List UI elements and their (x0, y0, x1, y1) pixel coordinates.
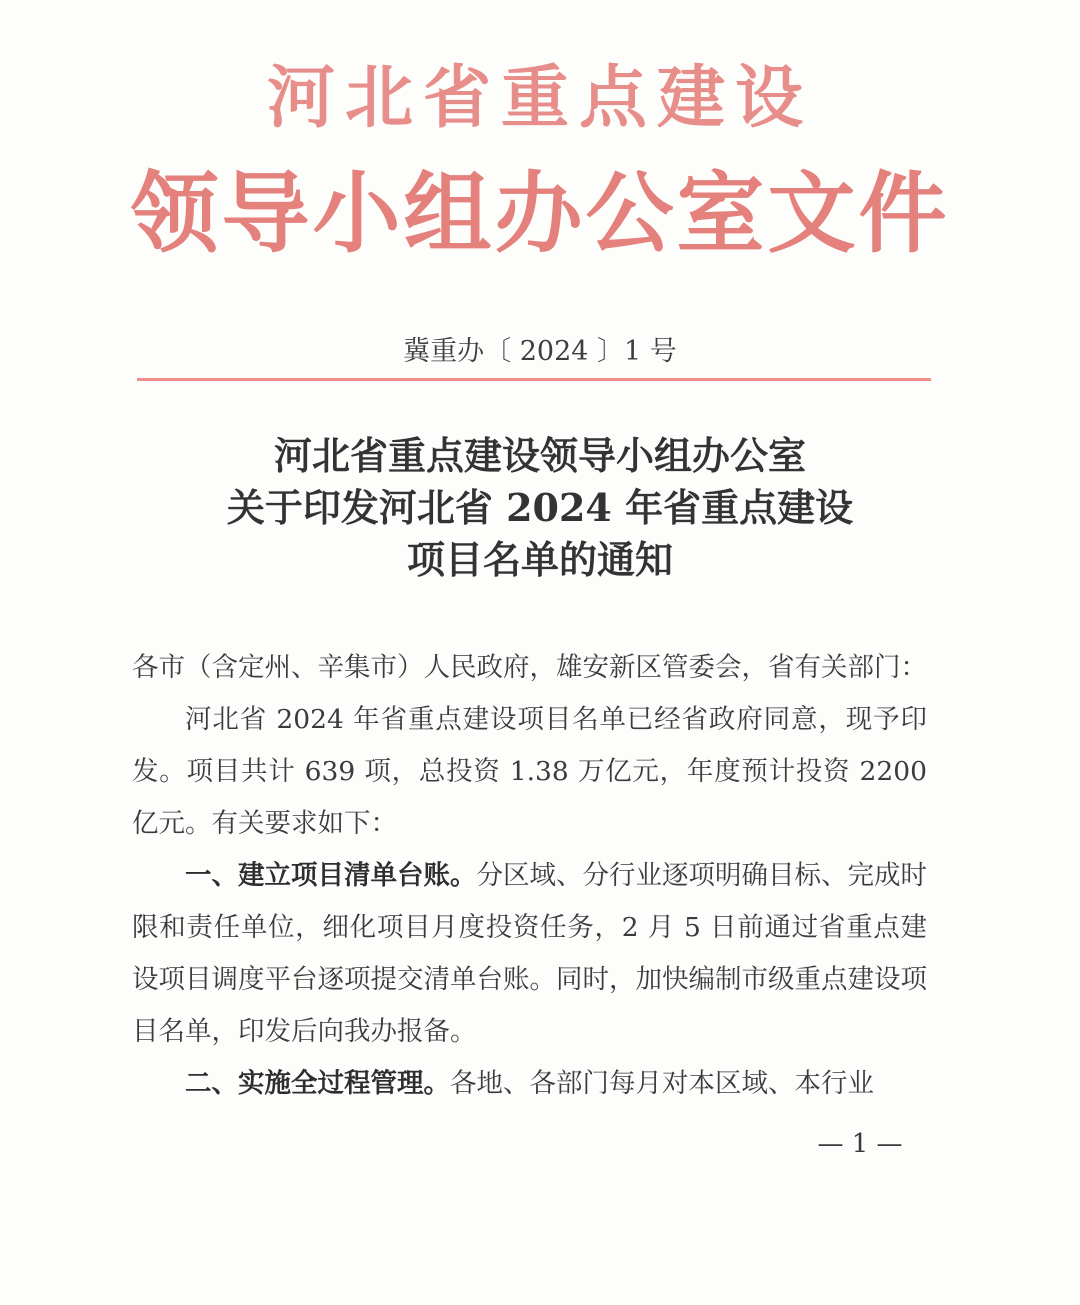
intro-paragraph: 河北省 2024 年省重点建设项目名单已经省政府同意，现予印发。项目共计 639 项，总投资 1.38 万亿元，年度预计投资 2200 亿元。有关要求如下： (132, 704, 927, 839)
item1-paragraph (132, 850, 927, 1058)
document-body (132, 642, 927, 1110)
document-number: 冀重办〔 2024 〕1 号 (403, 336, 677, 367)
issuer-header-line2: 领导小组办公室文件 (130, 161, 950, 265)
title-line1: 河北省重点建设领导小组办公室 (273, 433, 806, 478)
item2-paragraph (132, 1058, 927, 1110)
document-title (100, 430, 980, 586)
red-separator-rule (137, 378, 931, 381)
item2-heading: 二、实施全过程管理。 (185, 1068, 450, 1099)
item2-text: 各地、各部门每月对本区域、本行业 (450, 1068, 874, 1099)
page-number: — 1 — (817, 1129, 903, 1159)
title-line2: 关于印发河北省 2024 年省重点建设 (226, 485, 854, 530)
item1-heading: 一、建立项目清单台账。 (185, 860, 477, 891)
salutation: 各市（含定州、辛集市）人民政府，雄安新区管委会，省有关部门： (132, 652, 927, 683)
item1-text: 分区域、分行业逐项明确目标、完成时限和责任单位，细化项目月度投资任务，2 月 5 日前通过省重点建设项目调度平台逐项提交清单台账。同时，加快编制市级重点建设项目名单，印发后向我办报备。 (132, 860, 927, 1047)
issuer-header-line1: 河北省重点建设 (266, 58, 813, 138)
title-line3: 项目名单的通知 (406, 537, 673, 582)
